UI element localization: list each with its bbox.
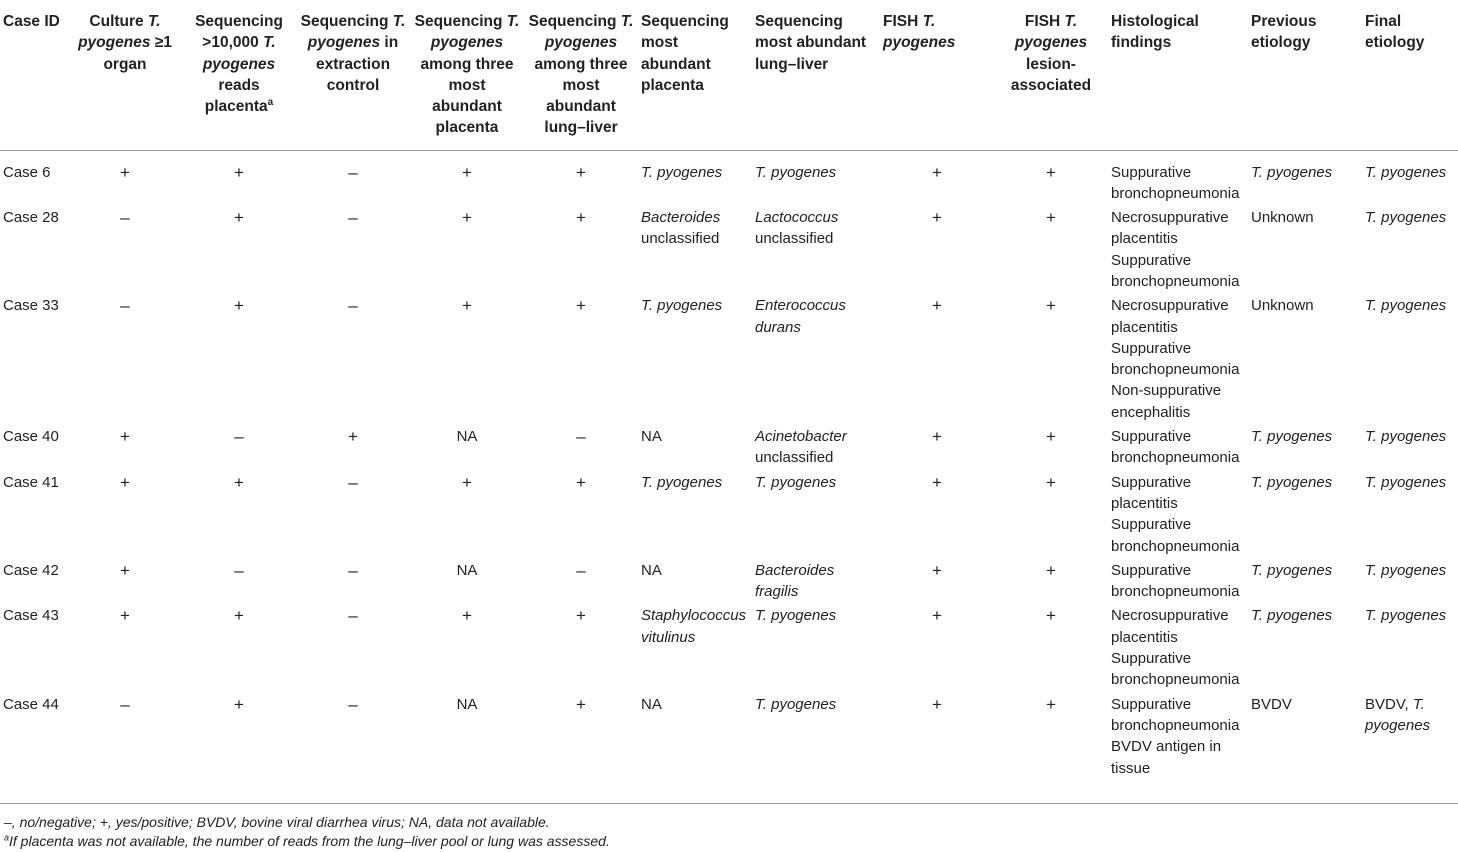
cell-line xyxy=(641,228,749,249)
text-span: Case ID xyxy=(3,13,60,30)
cell-seqlung3 xyxy=(524,207,638,295)
cell-value: + xyxy=(234,208,244,228)
cell-value: + xyxy=(348,427,358,447)
cell-value: + xyxy=(932,606,942,626)
cell-seqlung3 xyxy=(524,694,638,782)
cell-line xyxy=(755,426,877,447)
cell-fishlesion xyxy=(994,426,1108,472)
italic-text: T. pyogenes xyxy=(1365,561,1447,579)
cell-fishlesion xyxy=(994,605,1108,693)
cell-fish xyxy=(880,295,994,426)
cell-value: + xyxy=(1046,472,1056,492)
cell-final xyxy=(1362,426,1458,472)
cell-seqextr xyxy=(296,150,410,207)
italic-text: T. pyogenes xyxy=(755,695,837,713)
cell-value: Case 6 xyxy=(3,163,51,181)
italic-text: T. pyogenes xyxy=(1365,607,1447,625)
text-span: Histological findings xyxy=(1111,13,1199,52)
superscript-mark: a xyxy=(267,97,274,109)
cell-seq10000 xyxy=(182,426,296,472)
cell-line xyxy=(755,228,877,249)
histology-finding: Suppurative bronchopneumonia xyxy=(1111,163,1240,202)
cell-value: – xyxy=(120,296,130,316)
column-header-case xyxy=(0,0,68,150)
text-span: among three most abundant placenta xyxy=(420,55,514,137)
cell-value: – xyxy=(234,427,244,447)
cell-value: – xyxy=(348,472,358,492)
cell-final xyxy=(1362,295,1458,426)
histology-finding: Suppurative bronchopneumonia xyxy=(1111,561,1240,601)
cell-seq10000 xyxy=(182,605,296,693)
cell-value: + xyxy=(120,427,130,447)
histology-finding: Suppurative bronchopneumonia xyxy=(1111,516,1240,555)
text-span: unclassified xyxy=(755,230,834,248)
cell-value: + xyxy=(462,162,472,182)
cell-seqplac3 xyxy=(410,694,524,782)
text-span: NA xyxy=(641,561,662,579)
cell-culture xyxy=(68,472,182,560)
column-header-final xyxy=(1362,0,1458,150)
cell-final xyxy=(1362,472,1458,560)
text-span: FISH xyxy=(883,13,923,30)
cell-value: – xyxy=(348,208,358,228)
cell-seqmostlung xyxy=(752,694,880,782)
cell-histo xyxy=(1108,472,1248,560)
cell-seqlung3 xyxy=(524,560,638,606)
cell-line xyxy=(755,447,877,468)
cell-value: – xyxy=(576,427,586,447)
cell-fish xyxy=(880,472,994,560)
cell-value: Case 42 xyxy=(3,561,59,579)
table-row xyxy=(0,150,1458,207)
cell-final xyxy=(1362,605,1458,693)
cell-histo xyxy=(1108,694,1248,782)
cell-seqextr xyxy=(296,560,410,606)
cell-culture xyxy=(68,560,182,606)
italic-text: T. pyogenes xyxy=(641,473,723,491)
cell-fishlesion xyxy=(994,560,1108,606)
histology-finding: Suppurative bronchopneumonia xyxy=(1111,428,1240,467)
table-row xyxy=(0,694,1458,782)
italic-text: T. pyogenes xyxy=(544,13,634,52)
cell-prev xyxy=(1248,605,1362,693)
histology-finding: Necrosuppurative placentitis xyxy=(1111,297,1229,336)
text-span: in extraction control xyxy=(315,34,399,94)
histology-finding: Suppurative bronchopneumonia xyxy=(1111,695,1240,734)
cell-final xyxy=(1362,150,1458,207)
column-header-seqplac3 xyxy=(410,0,524,150)
cell-seq10000 xyxy=(182,295,296,426)
cell-value: + xyxy=(462,296,472,316)
cell-fish xyxy=(880,426,994,472)
cell-prev xyxy=(1248,694,1362,782)
cell-value: + xyxy=(1046,560,1056,580)
cell-final xyxy=(1362,694,1458,782)
text-span: NA xyxy=(641,695,662,713)
cell-prev xyxy=(1248,150,1362,207)
cell-histo xyxy=(1108,426,1248,472)
cell-value: + xyxy=(120,162,130,182)
italic-text: Staphylococcus vitulinus xyxy=(641,607,747,646)
cell-seqextr xyxy=(296,426,410,472)
table-row xyxy=(0,472,1458,560)
column-header-seqextr xyxy=(296,0,410,150)
cell-case xyxy=(0,150,68,207)
italic-text: T. pyogenes xyxy=(430,13,520,52)
cell-value: Case 43 xyxy=(3,607,59,625)
cell-value: Case 44 xyxy=(3,695,59,713)
cell-value: + xyxy=(932,427,942,447)
cell-line xyxy=(641,605,749,648)
footnote-abbreviations: –, no/negative; +, yes/positive; BVDV, bovine viral diarrhea virus; NA, data not available. xyxy=(4,814,550,830)
text-span: Previous etiology xyxy=(1251,13,1317,52)
text-span: Sequencing >10,000 xyxy=(195,13,283,52)
cell-line xyxy=(755,162,877,183)
cell-value: + xyxy=(1046,296,1056,316)
cell-value: + xyxy=(462,606,472,626)
column-header-histo xyxy=(1108,0,1248,150)
cell-value: + xyxy=(234,296,244,316)
cell-value: + xyxy=(932,208,942,228)
cell-value: + xyxy=(932,472,942,492)
italic-text: T. pyogenes xyxy=(641,163,723,181)
text-span: Culture xyxy=(89,13,148,30)
italic-text: Enterococcus durans xyxy=(755,297,846,336)
cell-value: + xyxy=(234,606,244,626)
cell-line xyxy=(755,605,877,626)
italic-text: Acinetobacter xyxy=(755,428,847,446)
cell-case xyxy=(0,295,68,426)
cell-culture xyxy=(68,694,182,782)
cell-value: + xyxy=(1046,208,1056,228)
italic-text: T. pyogenes xyxy=(641,297,723,315)
cell-culture xyxy=(68,605,182,693)
cell-histo xyxy=(1108,207,1248,295)
cell-fishlesion xyxy=(994,150,1108,207)
italic-text: Bacteroides xyxy=(641,209,721,227)
text-span: among three most abundant lung–liver xyxy=(534,55,628,137)
column-header-prev xyxy=(1248,0,1362,150)
column-header-fish xyxy=(880,0,994,150)
cell-seqmostlung xyxy=(752,472,880,560)
cell-value: + xyxy=(576,472,586,492)
italic-text: T. pyogenes xyxy=(1365,473,1447,491)
cell-value: + xyxy=(576,694,586,714)
cell-fish xyxy=(880,150,994,207)
text-span: Unknown xyxy=(1251,297,1314,315)
cell-case xyxy=(0,472,68,560)
cell-value: + xyxy=(1046,606,1056,626)
cell-seqextr xyxy=(296,605,410,693)
histology-finding: Suppurative bronchopneumonia xyxy=(1111,650,1240,689)
italic-text: T. pyogenes xyxy=(755,607,837,625)
cell-seq10000 xyxy=(182,150,296,207)
italic-text: T. pyogenes xyxy=(1365,209,1447,227)
italic-text: T. pyogenes xyxy=(1251,473,1333,491)
cell-value: – xyxy=(120,694,130,714)
cell-final xyxy=(1362,207,1458,295)
cell-value: + xyxy=(234,694,244,714)
cell-case xyxy=(0,560,68,606)
cell-prev xyxy=(1248,295,1362,426)
cell-seqmostlung xyxy=(752,207,880,295)
cell-seqmostlung xyxy=(752,605,880,693)
cell-seqplac3 xyxy=(410,295,524,426)
cell-value: + xyxy=(120,472,130,492)
cell-value: + xyxy=(576,208,586,228)
cell-line xyxy=(641,560,749,581)
italic-text: Lactococcus xyxy=(755,209,839,227)
table-bottom-rule xyxy=(0,803,1458,804)
italic-text: T. pyogenes xyxy=(755,473,837,491)
cell-value: NA xyxy=(456,695,478,713)
cell-value: NA xyxy=(456,428,478,446)
cell-seqmostplac xyxy=(638,426,752,472)
cell-value: + xyxy=(932,296,942,316)
cell-seqmostplac xyxy=(638,694,752,782)
cell-value: + xyxy=(120,606,130,626)
italic-text: T. pyogenes xyxy=(307,13,406,52)
cell-value: + xyxy=(120,560,130,580)
cell-line xyxy=(641,694,749,715)
cell-line xyxy=(755,694,877,715)
text-span: Unknown xyxy=(1251,209,1314,227)
cell-fishlesion xyxy=(994,295,1108,426)
cell-seqlung3 xyxy=(524,472,638,560)
cell-culture xyxy=(68,426,182,472)
italic-text: T. pyogenes xyxy=(1365,163,1447,181)
cell-seqlung3 xyxy=(524,426,638,472)
cell-value: – xyxy=(348,162,358,182)
cell-fishlesion xyxy=(994,207,1108,295)
table-row xyxy=(0,207,1458,295)
cell-value: + xyxy=(462,472,472,492)
italic-text: T. pyogenes xyxy=(1251,561,1333,579)
cell-seq10000 xyxy=(182,560,296,606)
italic-text: T. pyogenes xyxy=(1251,428,1333,446)
column-header-fishlesion xyxy=(994,0,1108,150)
cell-value: + xyxy=(1046,162,1056,182)
cell-seqplac3 xyxy=(410,426,524,472)
cell-line xyxy=(641,207,749,228)
italic-text: Bacteroides fragilis xyxy=(755,561,835,601)
cell-value: Case 40 xyxy=(3,428,59,446)
cell-value: + xyxy=(234,162,244,182)
cell-case xyxy=(0,605,68,693)
cell-line xyxy=(755,207,877,228)
cell-seqmostplac xyxy=(638,605,752,693)
text-span: Final etiology xyxy=(1365,13,1425,52)
cell-value: + xyxy=(932,162,942,182)
cell-seqmostlung xyxy=(752,426,880,472)
cell-culture xyxy=(68,150,182,207)
cell-value: – xyxy=(576,560,586,580)
cell-seqextr xyxy=(296,472,410,560)
cell-seqplac3 xyxy=(410,560,524,606)
cell-value: + xyxy=(576,606,586,626)
cell-fish xyxy=(880,605,994,693)
cell-prev xyxy=(1248,560,1362,606)
cell-value: – xyxy=(348,694,358,714)
cell-seqextr xyxy=(296,207,410,295)
table-row xyxy=(0,426,1458,472)
column-header-seqmostlung xyxy=(752,0,880,150)
cell-histo xyxy=(1108,605,1248,693)
cell-fishlesion xyxy=(994,694,1108,782)
text-span: BVDV xyxy=(1251,695,1292,713)
cell-line xyxy=(641,472,749,493)
italic-text: T. pyogenes xyxy=(1365,297,1447,315)
cell-seqmostplac xyxy=(638,472,752,560)
cell-seqplac3 xyxy=(410,472,524,560)
histology-finding: BVDV antigen in tissue xyxy=(1111,738,1222,777)
histology-finding: Necrosuppurative placentitis xyxy=(1111,209,1229,248)
text-span: lesion-associated xyxy=(1010,55,1092,94)
table-row xyxy=(0,560,1458,606)
cell-seqlung3 xyxy=(524,295,638,426)
cell-line xyxy=(755,295,877,338)
cell-seqmostlung xyxy=(752,560,880,606)
text-span: Sequencing most abundant placenta xyxy=(641,13,729,94)
cell-line xyxy=(641,162,749,183)
cell-value: + xyxy=(1046,427,1056,447)
cell-value: – xyxy=(348,296,358,316)
column-header-seqlung3 xyxy=(524,0,638,150)
italic-text: T. pyogenes xyxy=(1251,607,1333,625)
cell-case xyxy=(0,207,68,295)
cell-case xyxy=(0,426,68,472)
cell-value: – xyxy=(348,606,358,626)
text-span: Sequencing xyxy=(528,13,621,30)
text-span: NA xyxy=(641,428,662,446)
cell-seqplac3 xyxy=(410,207,524,295)
cell-histo xyxy=(1108,150,1248,207)
cell-prev xyxy=(1248,426,1362,472)
histology-finding: Non-suppurative encephalitis xyxy=(1111,382,1222,421)
cell-seqlung3 xyxy=(524,605,638,693)
cell-fish xyxy=(880,560,994,606)
cell-line xyxy=(755,472,877,493)
table-row xyxy=(0,295,1458,426)
text-span: BVDV, xyxy=(1365,695,1413,713)
cell-seqextr xyxy=(296,295,410,426)
cell-value: – xyxy=(120,208,130,228)
cell-seqmostplac xyxy=(638,207,752,295)
cell-seqextr xyxy=(296,694,410,782)
cell-line xyxy=(641,426,749,447)
italic-text: T. pyogenes xyxy=(883,13,956,52)
cell-seq10000 xyxy=(182,694,296,782)
cell-value: + xyxy=(234,472,244,492)
cell-seqmostlung xyxy=(752,295,880,426)
italic-text: T. pyogenes xyxy=(755,163,837,181)
italic-text: T. pyogenes xyxy=(1365,695,1431,734)
column-header-seq10000 xyxy=(182,0,296,150)
cell-culture xyxy=(68,295,182,426)
cell-prev xyxy=(1248,207,1362,295)
footnote-a-mark: a xyxy=(4,832,10,843)
cell-culture xyxy=(68,207,182,295)
footnote-a-text: If placenta was not available, the number of reads from the lung–liver pool or lung was assessed. xyxy=(9,833,610,849)
cell-seqmostplac xyxy=(638,150,752,207)
cell-prev xyxy=(1248,472,1362,560)
table-body xyxy=(0,150,1458,782)
column-header-culture xyxy=(68,0,182,150)
italic-text: T. pyogenes xyxy=(202,34,276,73)
cell-seqmostplac xyxy=(638,295,752,426)
cell-value: + xyxy=(576,162,586,182)
cell-seqmostplac xyxy=(638,560,752,606)
header-row xyxy=(0,0,1458,150)
cell-seqplac3 xyxy=(410,605,524,693)
cell-value: NA xyxy=(456,561,478,579)
text-span: unclassified xyxy=(755,449,834,467)
cell-fish xyxy=(880,207,994,295)
cell-seqmostlung xyxy=(752,150,880,207)
cell-seq10000 xyxy=(182,472,296,560)
cell-value: Case 41 xyxy=(3,473,59,491)
table-row xyxy=(0,605,1458,693)
cell-final xyxy=(1362,560,1458,606)
histology-finding: Suppurative bronchopneumonia xyxy=(1111,251,1240,290)
italic-text: T. pyogenes xyxy=(1365,428,1447,446)
italic-text: T. pyogenes xyxy=(1251,163,1333,181)
text-span: FISH xyxy=(1024,13,1065,30)
footnote-a xyxy=(4,833,610,849)
cell-value: – xyxy=(348,560,358,580)
histology-finding: Necrosuppurative placentitis xyxy=(1111,607,1229,646)
cell-seqplac3 xyxy=(410,150,524,207)
cell-line xyxy=(641,295,749,316)
cell-histo xyxy=(1108,295,1248,426)
cell-value: + xyxy=(932,560,942,580)
column-header-seqmostplac xyxy=(638,0,752,150)
cell-value: – xyxy=(234,560,244,580)
text-span: unclassified xyxy=(641,230,720,248)
histology-finding: Suppurative bronchopneumonia xyxy=(1111,339,1240,379)
cell-value: + xyxy=(1046,694,1056,714)
text-span: ≥1 organ xyxy=(103,34,172,73)
cell-value: + xyxy=(462,208,472,228)
cell-histo xyxy=(1108,560,1248,606)
cell-case xyxy=(0,694,68,782)
text-span: Sequencing xyxy=(300,13,393,30)
cell-seqlung3 xyxy=(524,150,638,207)
cell-fish xyxy=(880,694,994,782)
text-span: Sequencing most abundant lung–liver xyxy=(755,13,867,73)
text-span: reads placenta xyxy=(204,76,268,116)
cell-value: + xyxy=(576,296,586,316)
cell-fishlesion xyxy=(994,472,1108,560)
histology-finding: Suppurative placentitis xyxy=(1111,473,1192,512)
table-header xyxy=(0,0,1458,150)
text-span: Sequencing xyxy=(414,13,507,30)
cell-line xyxy=(755,560,877,603)
italic-text: T. pyogenes xyxy=(1014,13,1088,52)
italic-text: T. pyogenes xyxy=(78,13,161,52)
cell-value: + xyxy=(932,694,942,714)
cell-value: Case 33 xyxy=(3,297,59,315)
cell-value: Case 28 xyxy=(3,209,59,227)
cell-seq10000 xyxy=(182,207,296,295)
